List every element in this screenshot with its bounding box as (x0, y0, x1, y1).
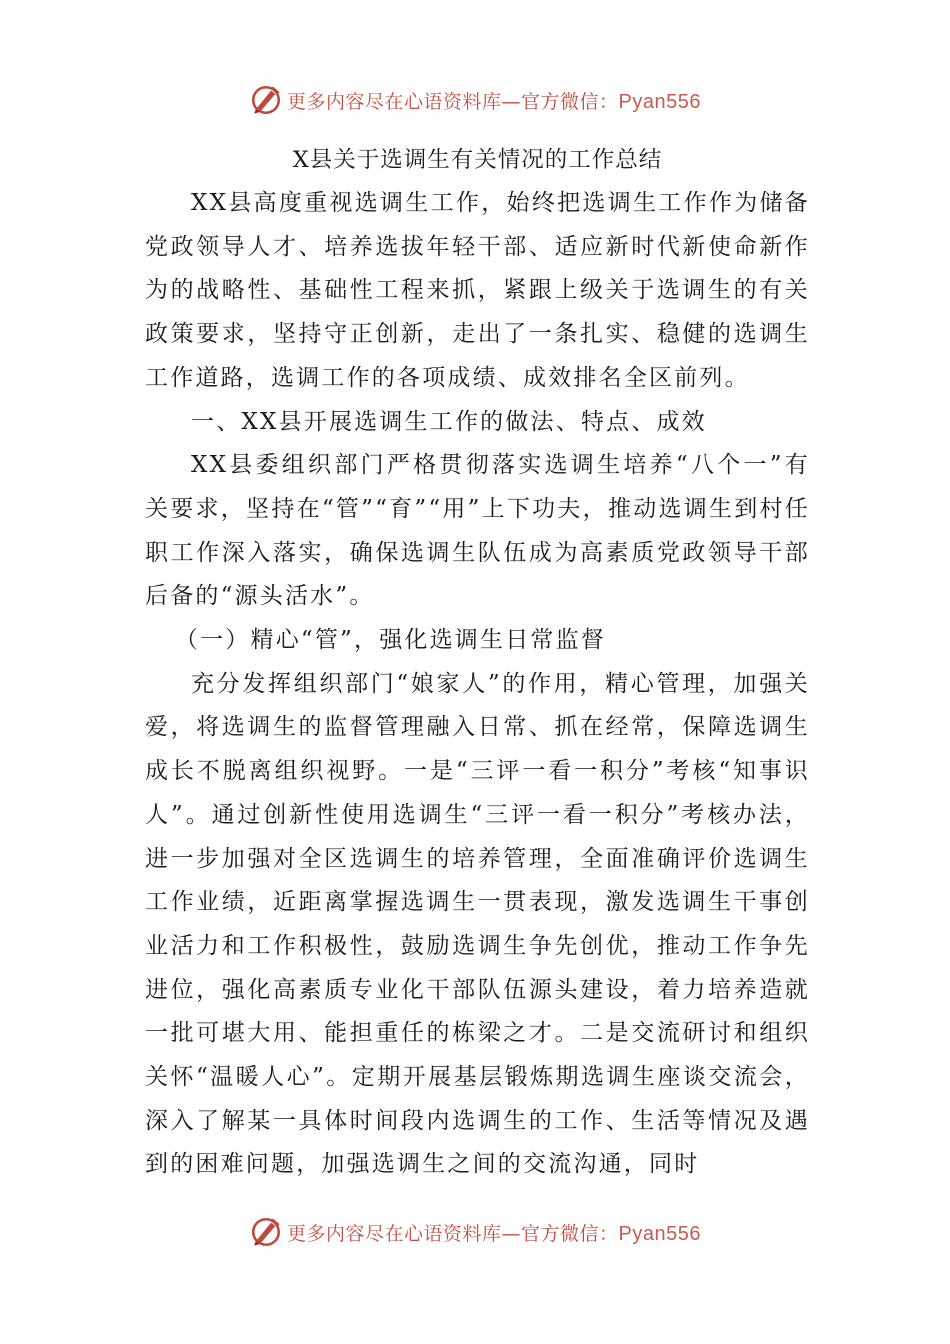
watermark-label: 官方微信： (521, 90, 619, 113)
watermark-separator: — (501, 1222, 522, 1245)
watermark-brand: 更多内容尽在心语资料库 (287, 1222, 502, 1245)
footer-watermark (0, 1210, 950, 1254)
subsection-heading-1: （一）精心“管”，强化选调生日常监督 (174, 627, 607, 654)
watermark-wechat-id: Pyan556 (618, 1222, 701, 1245)
watermark-brand: 更多内容尽在心语资料库 (287, 90, 502, 113)
pen-circle-logo-icon (249, 83, 283, 117)
watermark-text (287, 87, 701, 114)
subsection-1-paragraph: 充分发挥组织部门“娘家人”的作用，精心管理，加强关爱，将选调生的监督管理融入日常、抓在经常，保障选调生成长不脱离组织视野。一是“三评一看一积分”考核“知事识人”。通过创新性使用选调生“三评一看一积分”考核办法，进一步加强对全区选调生的培养管理，全面准确评价选调生工作业绩，近距离掌握选调生一贯表现，激发选调生干事创业活力和工作积极性，鼓励选调生争先创优，推动工作争先进位，强化高素质专业化干部队伍源头建设，着力培养造就一批可堪大用、能担重任的栋梁之才。二是交流研讨和组织关怀“温暖人心”。定期开展基层锻炼期选调生座谈交流会，深入了解某一具体时间段内选调生的工作、生活等情况及遇到的困难问题，加强选调生之间的交流沟通，同时 (145, 670, 810, 1178)
document-title: X县关于选调生有关情况的工作总结 (292, 147, 663, 173)
watermark-text (287, 1219, 701, 1246)
document-body (145, 138, 810, 1187)
header-watermark (0, 78, 950, 122)
watermark-separator: — (501, 90, 522, 113)
watermark-label: 官方微信： (521, 1222, 619, 1245)
intro-paragraph: XX县高度重视选调生工作，始终把选调生工作作为储备党政领导人才、培养选拔年轻干部、适应新时代新使命新作为的战略性、基础性工程来抓，紧跟上级关于选调生的有关政策要求，坚持守正创新，走出了一条扎实、稳健的选调生工作道路，选调工作的各项成绩、成效排名全区前列。 (145, 190, 810, 391)
section-1-paragraph: XX县委组织部门严格贯彻落实选调生培养“八个一”有关要求，坚持在“管”“育”“用”上下功夫，推动选调生到村任职工作深入落实，确保选调生队伍成为高素质党政领导干部后备的“源头活水”。 (145, 452, 810, 610)
watermark-wechat-id: Pyan556 (618, 90, 701, 113)
pen-circle-logo-icon (249, 1215, 283, 1249)
section-heading-1: 一、XX县开展选调生工作的做法、特点、成效 (191, 408, 707, 435)
